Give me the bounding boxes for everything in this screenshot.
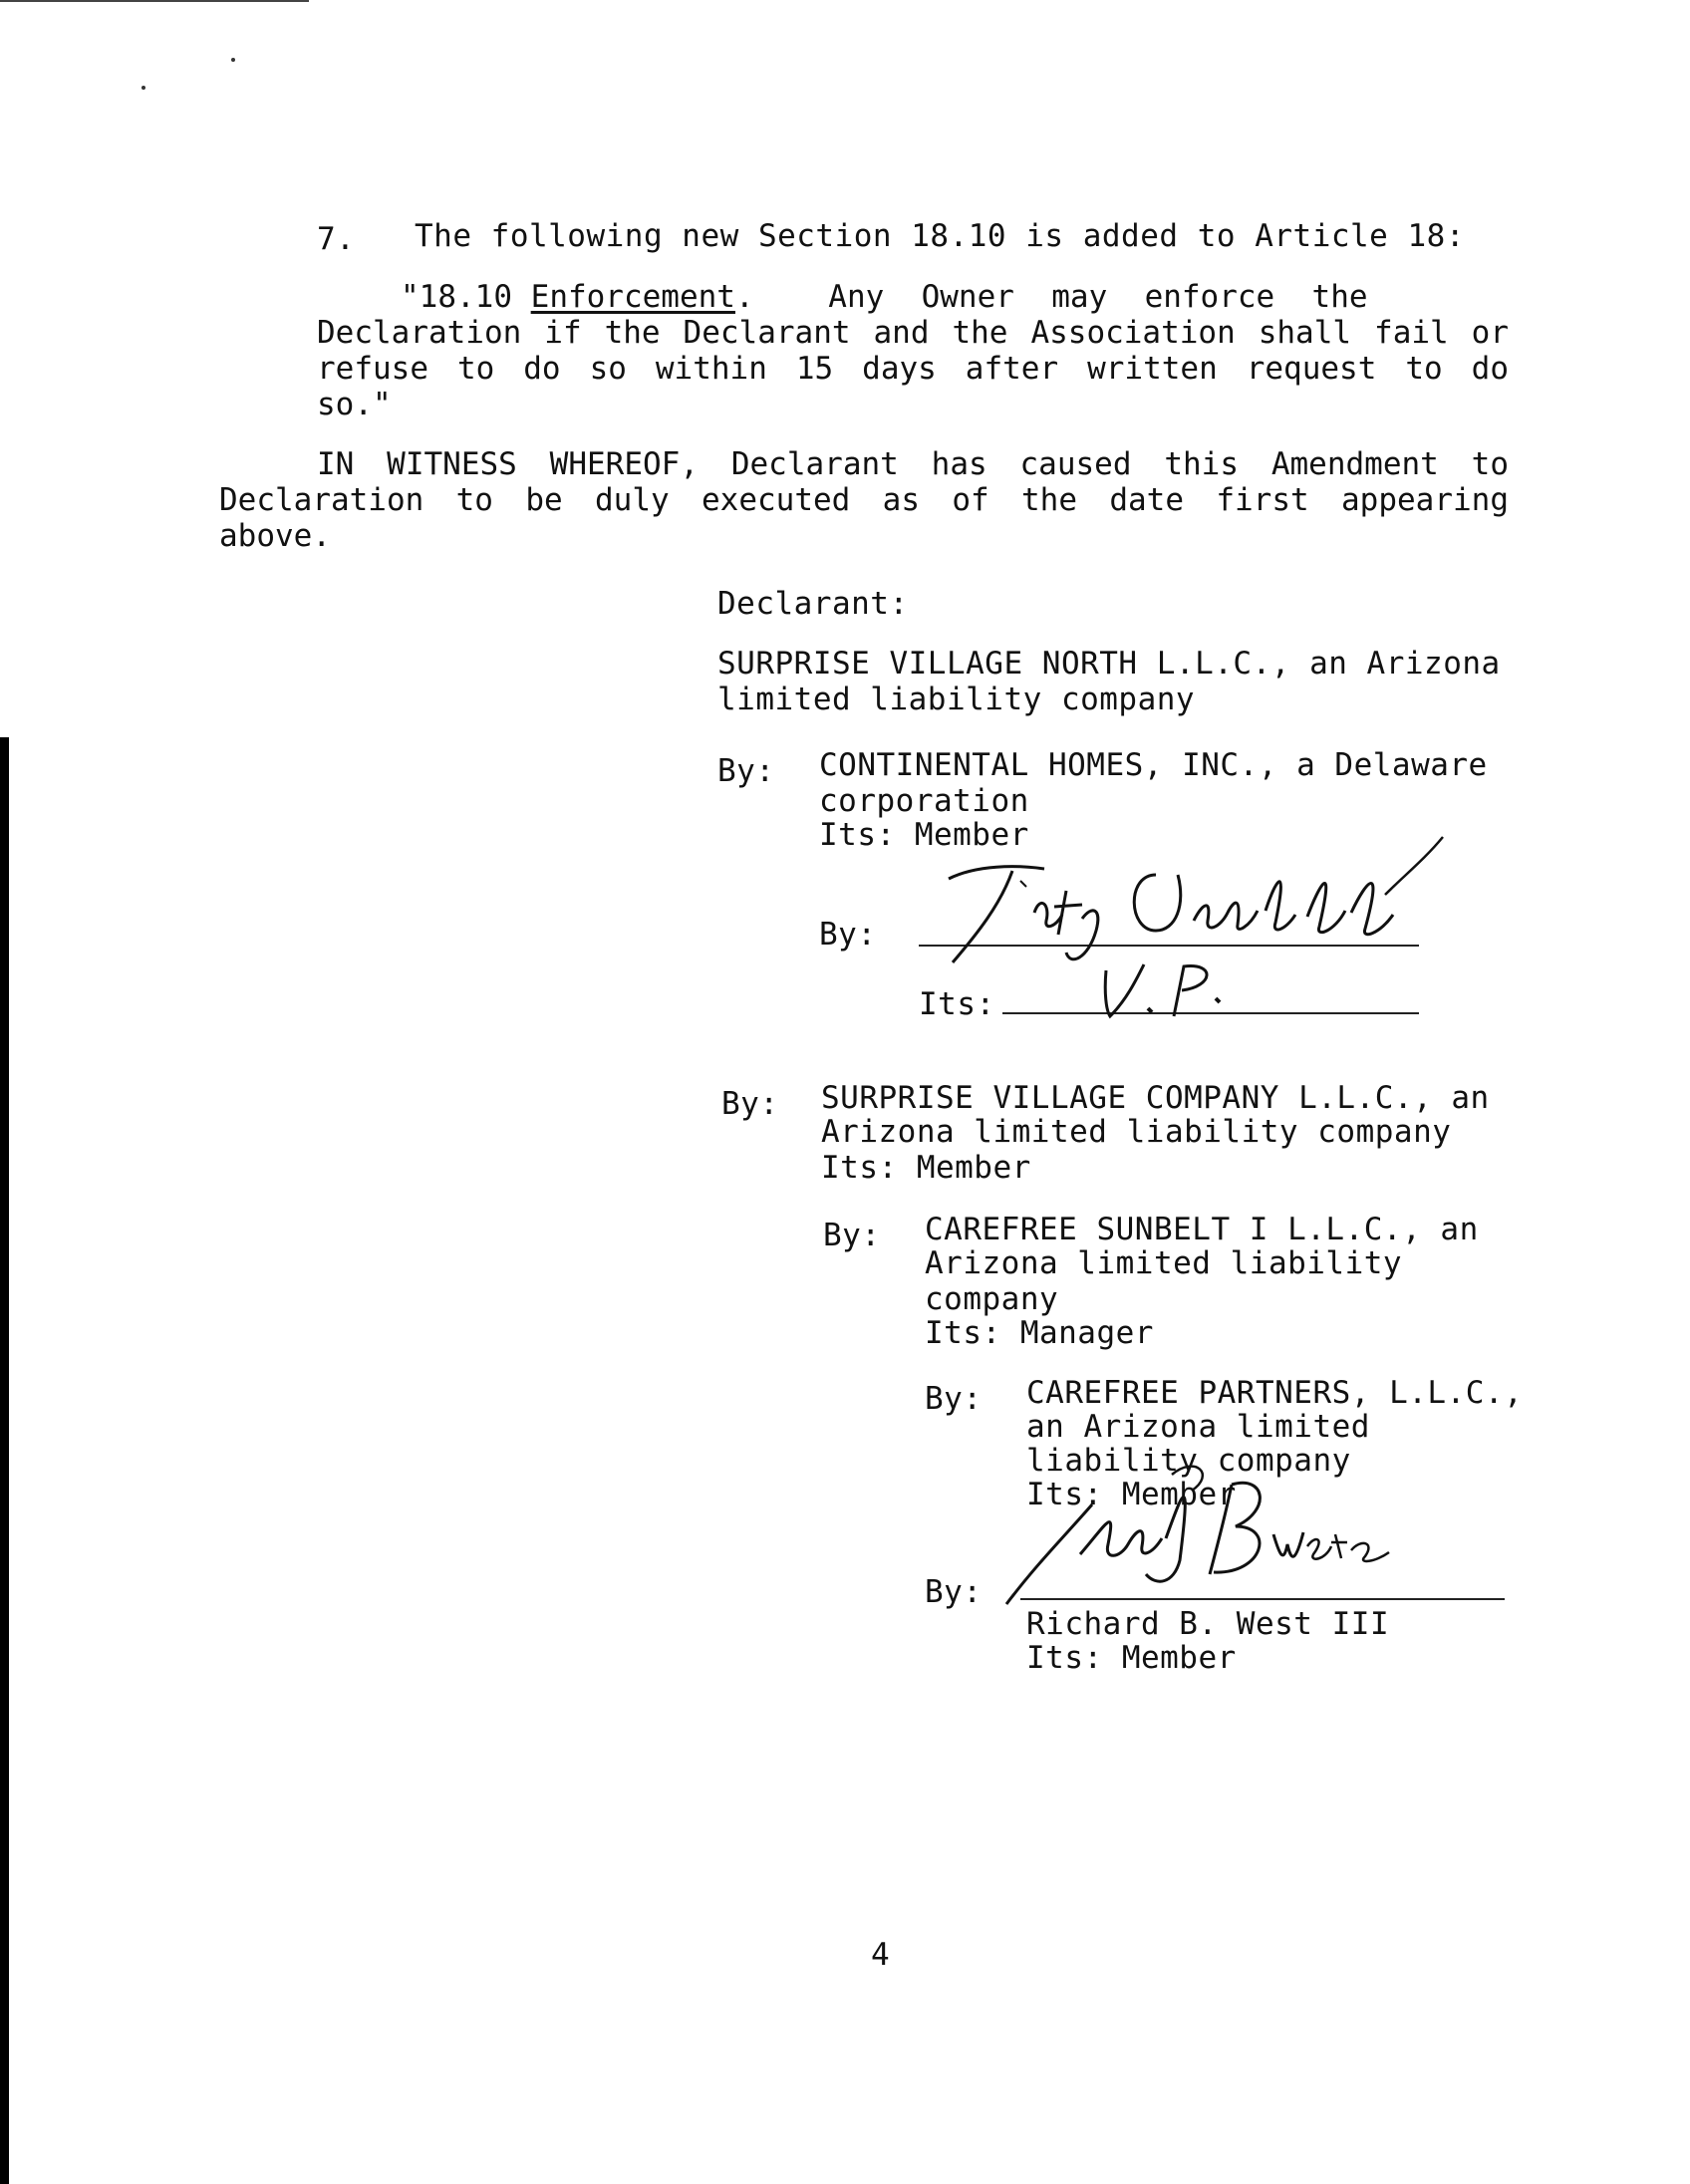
member1-line-3: Its: Member xyxy=(819,817,1029,853)
section-intro: The following new Section 18.10 is added to Article 18: xyxy=(415,218,1465,254)
by-label: By: xyxy=(925,1381,983,1417)
scan-speck xyxy=(141,86,145,90)
section-18-10-line-1 xyxy=(317,279,1509,315)
by-label: By: xyxy=(721,1086,779,1122)
section-number: 7. xyxy=(317,221,356,257)
partner-line-3: liability company xyxy=(1026,1443,1351,1479)
member2-line-3: Its: Member xyxy=(821,1150,1031,1186)
top-edge-line xyxy=(0,0,309,2)
by-label: By: xyxy=(717,753,775,789)
its-label: Its: xyxy=(919,986,995,1022)
section-heading-enforcement: Enforcement xyxy=(530,279,735,315)
by-label: By: xyxy=(819,917,877,953)
left-scan-edge xyxy=(0,737,9,2184)
scan-speck xyxy=(231,58,235,62)
signer-name: Richard B. West III xyxy=(1026,1606,1390,1642)
handwritten-signature-image xyxy=(917,835,1475,974)
section-line-1-rest: . Any Owner may enforce the xyxy=(734,279,1368,315)
section-18-10-line-2: Declaration if the Declarant and the Association shall fail or xyxy=(317,315,1509,351)
page-number: 4 xyxy=(871,1937,891,1973)
section-18-10-line-4: so." xyxy=(317,387,392,422)
partner-line-4: Its: Member xyxy=(1026,1477,1237,1512)
manager-line-3: company xyxy=(925,1281,1059,1317)
handwritten-title-image xyxy=(1076,956,1256,1026)
witness-line-3: above. xyxy=(219,518,331,554)
partner-line-1: CAREFREE PARTNERS, L.L.C., xyxy=(1026,1375,1524,1411)
signer-title: Its: Member xyxy=(1026,1640,1237,1676)
section-18-10-paragraph xyxy=(317,279,1509,422)
partner-line-2: an Arizona limited xyxy=(1026,1409,1370,1445)
member2-line-2: Arizona limited liability company xyxy=(821,1114,1452,1150)
declarant-label: Declarant: xyxy=(717,586,909,622)
manager-line-2: Arizona limited liability xyxy=(925,1245,1403,1281)
section-18-10-line-3: refuse to do so within 15 days after written request to do xyxy=(317,351,1509,387)
witness-paragraph xyxy=(219,446,1509,554)
handwritten-signature-image xyxy=(996,1435,1415,1614)
declarant-company-line-2: limited liability company xyxy=(717,682,1196,717)
member1-line-2: corporation xyxy=(819,783,1029,819)
manager-line-4: Its: Manager xyxy=(925,1315,1154,1351)
member1-line-1: CONTINENTAL HOMES, INC., a Delaware xyxy=(819,747,1488,783)
by-label: By: xyxy=(823,1218,881,1253)
by-label: By: xyxy=(925,1574,983,1610)
member2-line-1: SURPRISE VILLAGE COMPANY L.L.C., an xyxy=(821,1080,1490,1116)
declarant-company-line-1: SURPRISE VILLAGE NORTH L.L.C., an Arizona xyxy=(717,646,1501,682)
witness-line-2: Declaration to be duly executed as of the date first appearing xyxy=(219,482,1509,518)
witness-line-1: IN WITNESS WHEREOF, Declarant has caused this Amendment to xyxy=(317,446,1509,482)
section-number-quote: "18.10 xyxy=(401,279,512,315)
manager-line-1: CAREFREE SUNBELT I L.L.C., an xyxy=(925,1212,1479,1247)
